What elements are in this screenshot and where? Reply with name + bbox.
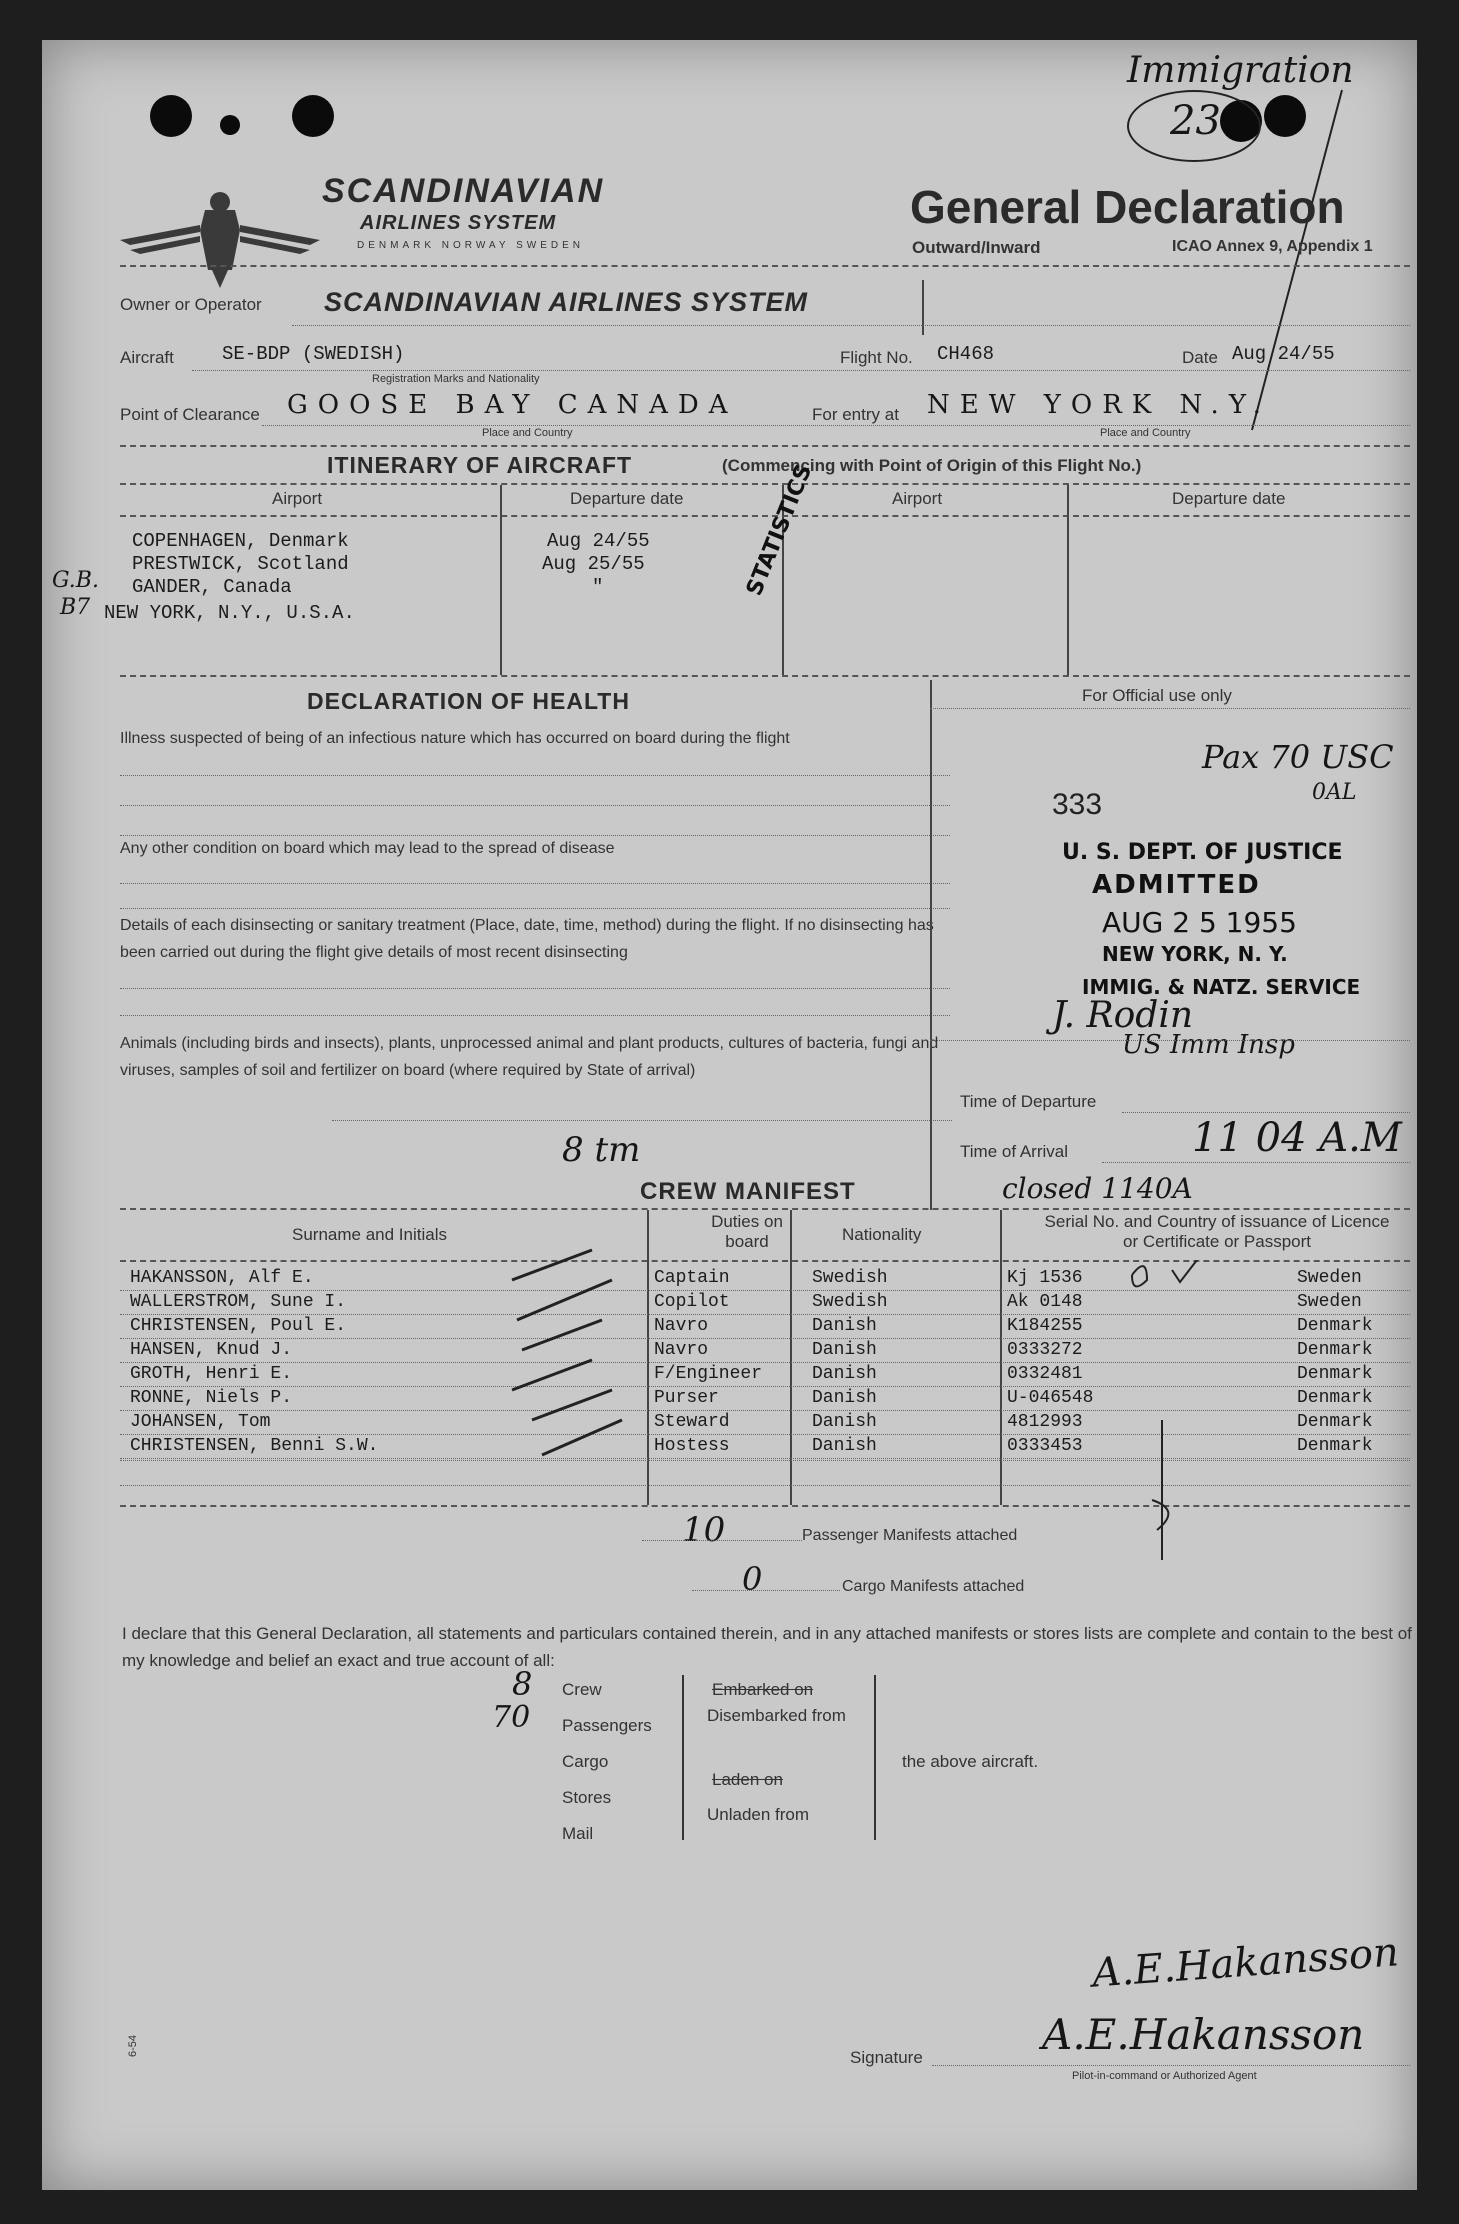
declaration-item-cargo: Cargo [562,1752,609,1771]
date-label: Date [1182,348,1218,367]
form-code: 6-54 [127,2034,140,2058]
declaration-item-stores: Stores [562,1788,612,1807]
rule [120,775,950,776]
declared-crew-count: 8 [512,1665,533,1703]
rule [642,1540,802,1541]
crew-serial: 0333453 [1007,1436,1083,1456]
official-box-border [930,680,932,1210]
signature-caption: Pilot-in-command or Authorized Agent [1072,2070,1257,2082]
admitted-stamp-line-1: U. S. DEPT. OF JUSTICE [1062,840,1343,865]
embarked-option: Embarked on [712,1680,814,1699]
rule [192,370,1410,371]
pen-stroke-diagonal [1232,80,1352,440]
crew-country: Sweden [1297,1292,1362,1312]
col-airport: Airport [272,489,323,508]
rule [932,2065,1410,2066]
crew-nationality: Swedish [812,1292,888,1312]
rule [292,325,1410,326]
crew-country: Sweden [1297,1268,1362,1288]
pen-mark [922,280,924,335]
crew-duty: F/Engineer [654,1364,763,1384]
column-divider [500,485,502,675]
entry-value: NEW YORK N.Y. [927,390,1271,420]
crew-nationality: Danish [812,1340,877,1360]
rule [120,805,950,806]
official-hand-note: Pax 70 USC [1202,738,1394,776]
captain-signature-1: A.E.Hakansson [1090,1929,1401,1997]
crew-serial: K184255 [1007,1316,1083,1336]
form-title: General Declaration [910,181,1345,233]
rule [1102,1162,1410,1163]
itinerary-airport-4: NEW YORK, N.Y., U.S.A. [104,602,355,624]
crew-country: Denmark [1297,1436,1373,1456]
crew-nationality: Danish [812,1364,877,1384]
official-number: 333 [1052,788,1103,821]
rule [332,1120,952,1121]
crew-name: RONNE, Niels P. [130,1388,293,1408]
official-hand-note-2: 0AL [1312,780,1357,805]
crew-country: Denmark [1297,1364,1373,1384]
airline-subname: AIRLINES SYSTEM [360,212,557,234]
punch-hole [292,95,334,137]
crew-duty: Purser [654,1388,719,1408]
official-title: For Official use only [1082,686,1232,705]
rule [120,675,1410,677]
col-serial: Serial No. and Country of issuance of Licence or Certificate or Passport [1044,1212,1390,1251]
admitted-stamp-line-5: IMMIG. & NATZ. SERVICE [1082,975,1361,999]
health-question-2: Any other condition on board which may lead to the spread of disease [120,840,615,857]
crew-name: JOHANSEN, Tom [130,1412,271,1432]
crew-duty: Steward [654,1412,730,1432]
crew-name: HANSEN, Knud J. [130,1340,293,1360]
declaration-text: I declare that this General Declaration, all statements and particulars contained therein, and in any attached manifests or stores lists are complete and contain to the best of my knowledge and belief an exact and true account of all: [122,1624,1412,1670]
rule [120,1015,950,1016]
itinerary-airport-1: COPENHAGEN, Denmark [132,530,349,552]
form-reference: ICAO Annex 9, Appendix 1 [1172,238,1373,255]
crew-serial: Kj 1536 [1007,1268,1083,1288]
rule [120,1208,1410,1210]
col-airport-2: Airport [892,489,943,508]
itinerary-airport-2: PRESTWICK, Scotland [132,553,349,575]
aircraft-value: SE-BDP (SWEDISH) [222,343,405,365]
clearance-label: Point of Clearance [120,405,260,424]
rule [120,483,1410,485]
crew-country: Denmark [1297,1340,1373,1360]
declaration-item-crew: Crew [562,1680,602,1699]
form-direction: Outward/Inward [912,238,1041,257]
crew-nationality: Danish [812,1388,877,1408]
crew-name: HAKANSSON, Alf E. [130,1268,314,1288]
airline-countries: DENMARK NORWAY SWEDEN [357,240,584,251]
passenger-label: Passenger Manifests attached [802,1527,1018,1544]
crew-country: Denmark [1297,1316,1373,1336]
page-number: 23 [1170,98,1221,144]
col-surname: Surname and Initials [292,1225,447,1244]
airline-logo-icon [120,170,320,290]
crew-name: CHRISTENSEN, Benni S.W. [130,1436,379,1456]
crew-country: Denmark [1297,1412,1373,1432]
declaration-item-mail: Mail [562,1824,594,1843]
admitted-stamp-line-4: NEW YORK, N. Y. [1102,942,1288,966]
passenger-count: 10 [682,1510,726,1550]
crew-name: WALLERSTROM, Sune I. [130,1292,347,1312]
owner-value: SCANDINAVIAN AIRLINES SYSTEM [324,287,809,317]
crew-serial: 4812993 [1007,1412,1083,1432]
itinerary-date-2: Aug 25/55 [542,553,645,575]
punch-hole [150,95,192,137]
arrival-value: 11 04 A.M [1192,1115,1402,1161]
inspector-title: US Imm Insp [1122,1030,1295,1060]
crew-duty: Navro [654,1340,709,1360]
departure-label: Time of Departure [960,1092,1097,1111]
crew-serial: 0332481 [1007,1364,1083,1384]
disembarked-option: Disembarked from [707,1706,846,1725]
inspector-signature: J. Rodin [1052,995,1194,1036]
entry-caption: Place and Country [1100,427,1191,439]
rule [120,265,1410,267]
health-question-1: Illness suspected of being of an infectious nature which has occurred on board during the flight [120,730,790,747]
clearance-caption: Place and Country [482,427,573,439]
rule [120,515,1410,517]
rule [1122,1112,1410,1113]
rule [120,988,950,989]
crew-nationality: Danish [812,1436,877,1456]
crew-nationality: Danish [812,1412,877,1432]
itinerary-date-1: Aug 24/55 [547,530,650,552]
aircraft-label: Aircraft [120,348,174,367]
crew-duty: Copilot [654,1292,730,1312]
itinerary-date-3: " [592,576,604,598]
rule [120,908,950,909]
unladen-option: Unladen from [707,1805,810,1824]
col-departure: Departure date [570,489,684,508]
rule [120,883,950,884]
laden-option: Laden on [712,1770,783,1789]
entry-label: For entry at [812,405,899,424]
margin-note-2: B7 [60,595,91,620]
captain-signature-2: A.E.Hakansson [1042,2010,1365,2059]
health-hand-note: 8 tm [562,1130,641,1170]
crew-serial: 0333272 [1007,1340,1083,1360]
crew-nationality: Swedish [812,1268,888,1288]
rule [692,1590,840,1591]
clearance-value: GOOSE BAY CANADA [287,390,738,420]
itinerary-title: ITINERARY OF AIRCRAFT [327,452,633,478]
admitted-stamp-date: AUG 2 5 1955 [1102,906,1297,939]
statistics-stamp: STATISTICS [742,461,818,600]
date-value: Aug 24/55 [1232,343,1335,365]
cargo-count: 0 [742,1560,763,1598]
column-divider [1067,485,1069,675]
col-nationality: Nationality [842,1225,922,1244]
arrival-label: Time of Arrival [960,1142,1069,1161]
general-declaration-form [42,40,1417,2190]
signature-label: Signature [850,2048,923,2067]
crew-duty: Hostess [654,1436,730,1456]
airline-name: SCANDINAVIAN [322,172,605,210]
crew-serial: Ak 0148 [1007,1292,1083,1312]
declared-pax-count: 70 [492,1700,531,1735]
health-title: DECLARATION OF HEALTH [307,688,630,714]
aircraft-text: the above aircraft. [902,1752,1039,1771]
rule [262,425,1410,426]
crew-nationality: Danish [812,1316,877,1336]
declaration-item-passengers: Passengers [562,1716,652,1735]
rule [930,708,1410,709]
flight-no-label: Flight No. [840,348,913,367]
crew-serial: U-046548 [1007,1388,1094,1408]
flight-no-value: CH468 [937,343,995,365]
crew-name: GROTH, Henri E. [130,1364,293,1384]
itinerary-subtitle: (Commencing with Point of Origin of this Flight No.) [722,456,1142,475]
closed-note: closed 1140A [1002,1172,1193,1205]
owner-label: Owner or Operator [120,295,262,314]
tally-marks [472,1240,632,1470]
rule [930,1040,1410,1041]
crew-country: Denmark [1297,1388,1373,1408]
health-question-4: Animals (including birds and insects), plants, unprocessed animal and plant products, cultures of bacteria, fungi and viruses, samples of soil and fertilizer on board (where required by State of arrival) [120,1035,939,1079]
check-marks [1122,1260,1222,1590]
crew-duty: Captain [654,1268,730,1288]
health-question-3: Details of each disinsecting or sanitary treatment (Place, date, time, method) during the flight. If no disinsecting has been carried out during the flight give details of most recent disinsecting [120,917,934,961]
rule [120,445,1410,447]
punch-hole [220,115,240,135]
annotation-immigration: Immigration [1127,50,1354,91]
admitted-stamp-line-2: ADMITTED [1092,870,1261,900]
aircraft-caption: Registration Marks and Nationality [372,373,540,385]
col-departure-2: Departure date [1172,489,1286,508]
cargo-label: Cargo Manifests attached [842,1578,1025,1595]
crew-name: CHRISTENSEN, Poul E. [130,1316,347,1336]
crew-title: CREW MANIFEST [640,1178,856,1205]
crew-duty: Navro [654,1316,709,1336]
col-duties: Duties on board [711,1212,783,1251]
margin-note-1: G.B. [52,568,99,593]
itinerary-airport-3: GANDER, Canada [132,576,292,598]
